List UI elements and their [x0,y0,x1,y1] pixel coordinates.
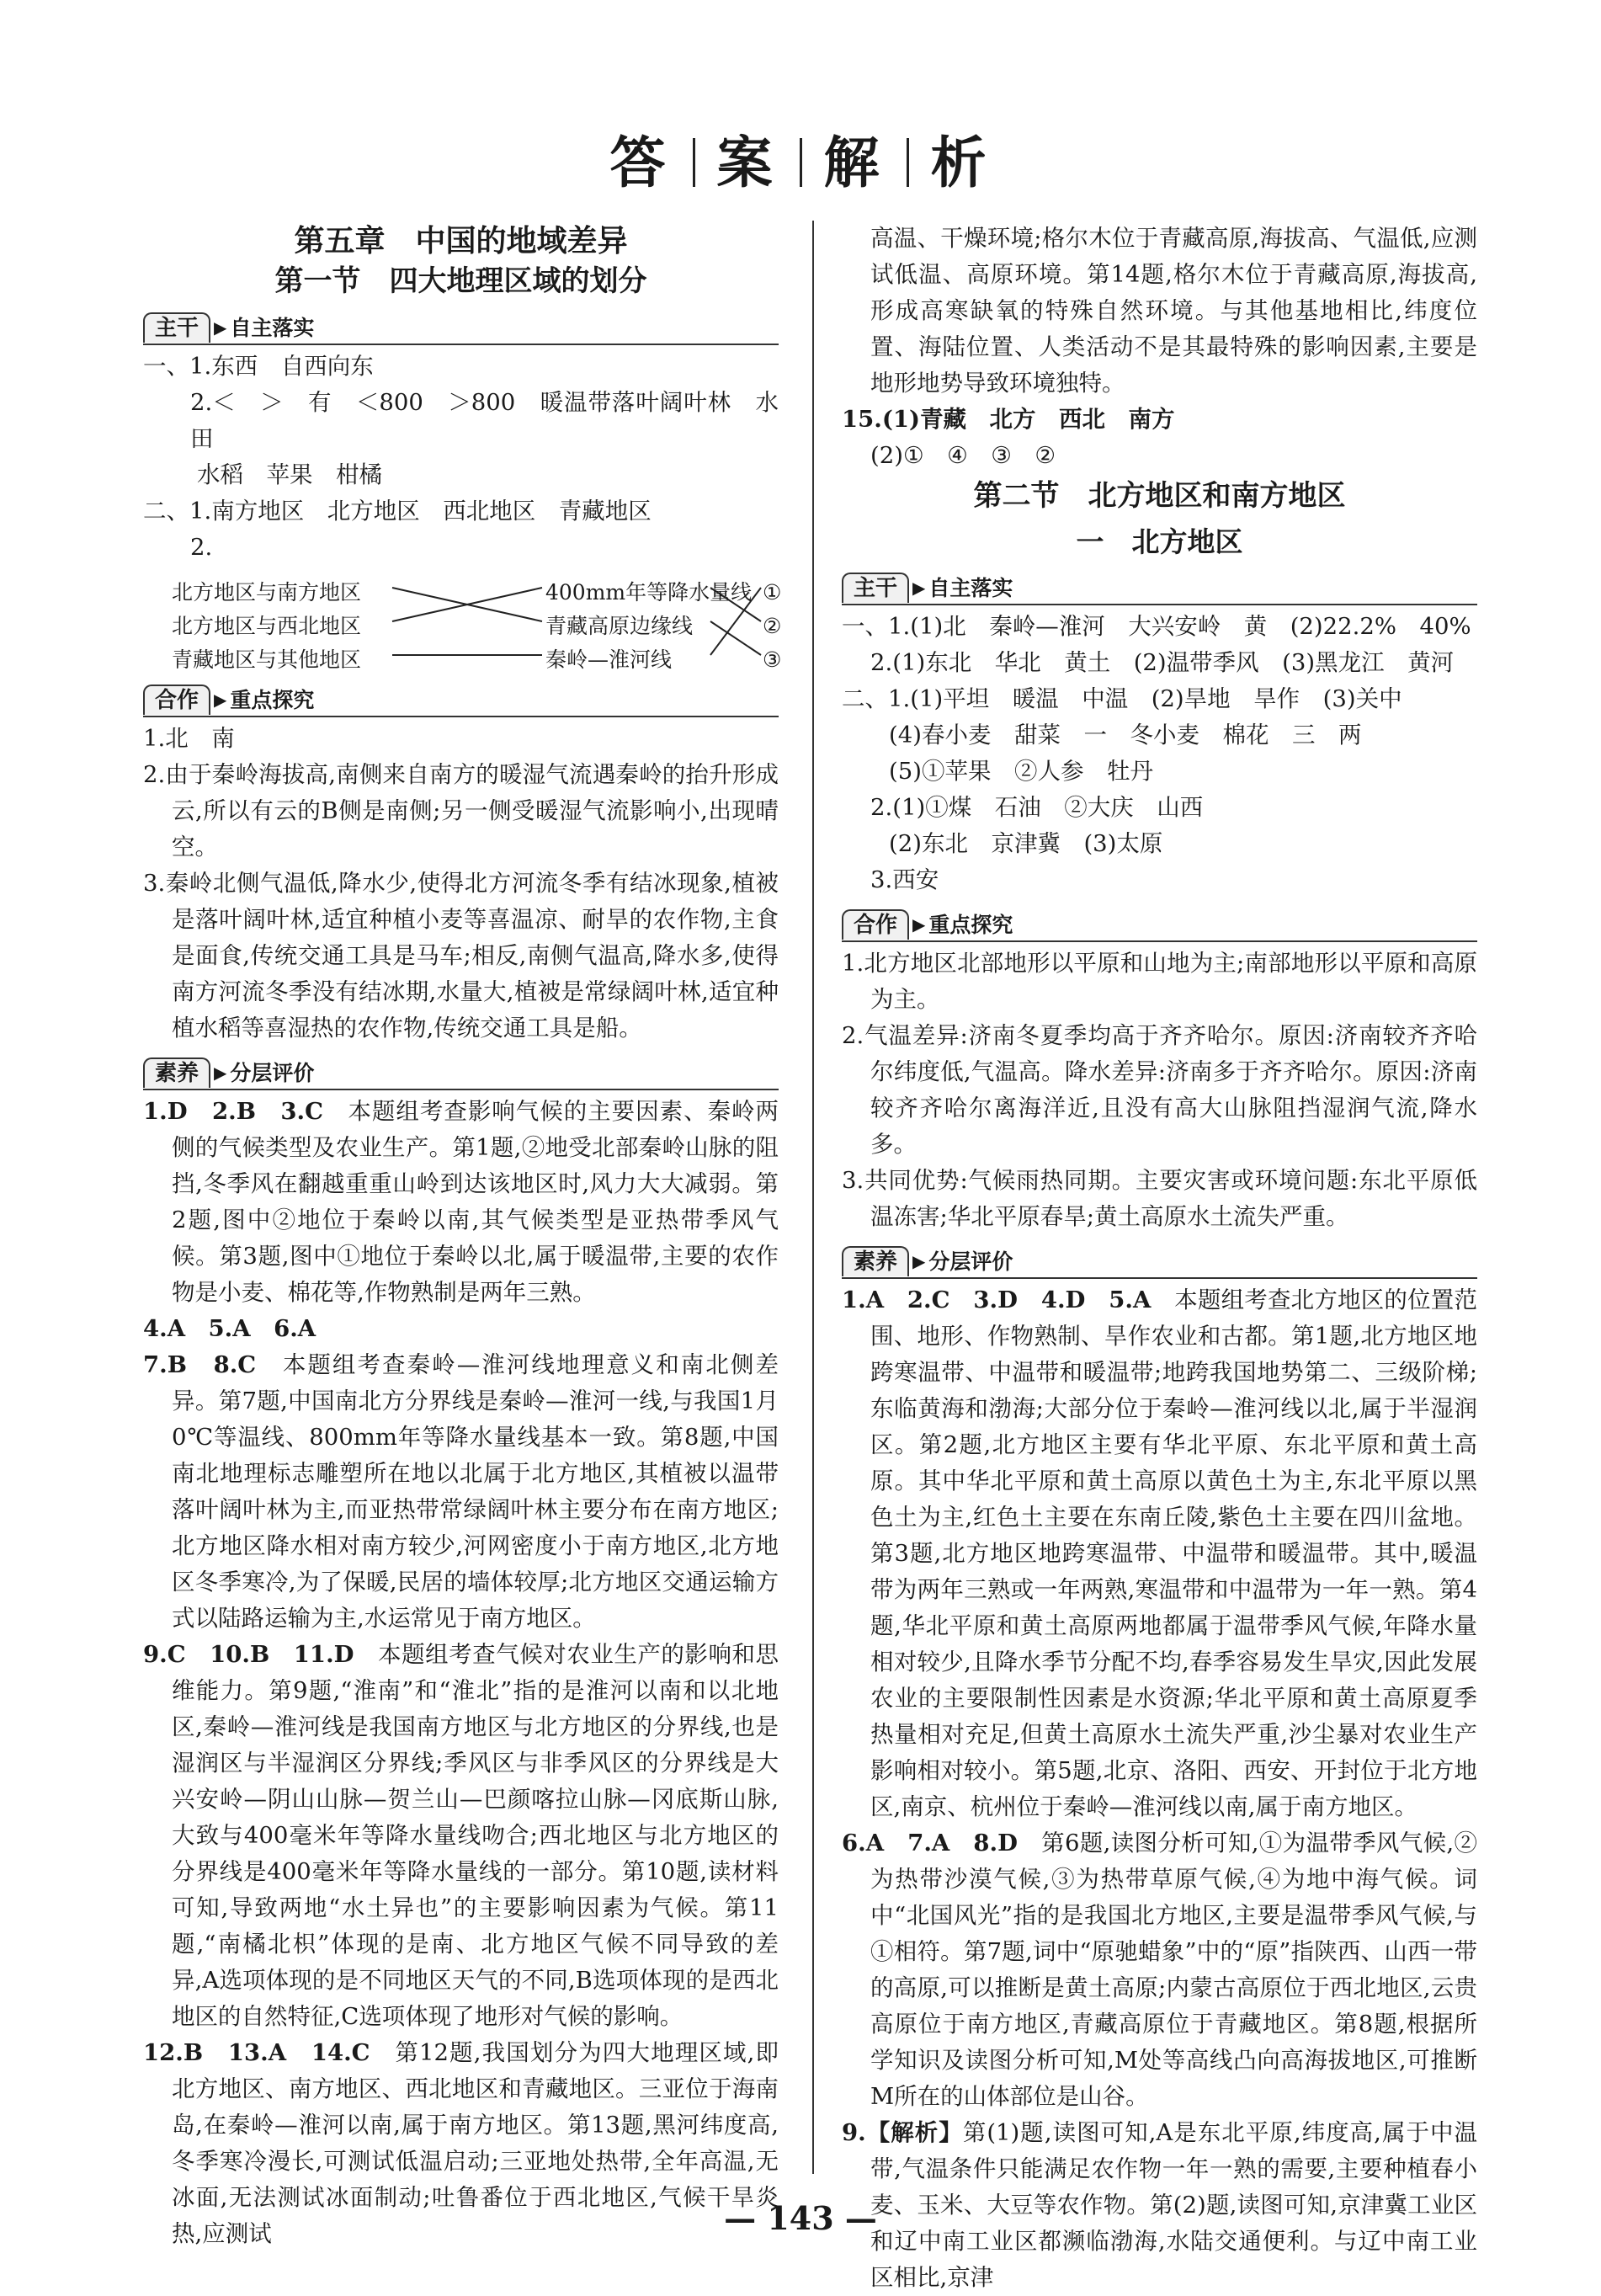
banner-zhugan: 主干 ▶ 自主落实 [143,312,779,344]
eval-item: 4.A 5.A 6.A [143,1315,316,1342]
answer-line: 水稻 苹果 柑橘 [197,461,382,488]
eval-item: 7.B 8.C 本题组考查秦岭—淮河线地理意义和南北侧差异。第7题,中国南北方分界线是秦岭—淮河一线,与我国1月0℃等温线、800mm年等降水量线基本一致。第8题,中国南北地理标志雕塑所在地以北属于北方地区,其植被以温带落叶阔叶林为主,而亚热带常绿阔叶林主要分布在南方地区;北方地区降水相对南方较少,河网密度小于南方地区,北方地区冬季寒冷,为了保暖,民居的墙体较厚;北方地区交通运输方式以陆路运输为主,水运常见于南方地区。 [143,1351,779,1632]
answer-line: (5)①苹果 ②人参 牡丹 [889,758,1153,785]
answer-line: 2. [190,534,213,561]
match-mid-3: 秦岭—淮河线 [545,647,673,672]
item-15-line2: (2)① ④ ③ ② [870,442,1056,469]
subsection-title: 一 北方地区 [1076,525,1243,558]
explore-item: 3.秦岭北侧气温低,降水少,使得北方河流冬季有结冰现象,植被是落叶阔叶林,适宜种植小麦等喜温凉、耐旱的农作物,主食是面食,传统交通工具是马车;相反,南侧气温高,降水多,使得南方河流冬季没有结冰期,水量大,植被是常绿阔叶林,适宜种植水稻等喜湿热的农作物,传统交通工具是船。 [143,870,779,1041]
explore-item: 2.气温差异:济南冬夏季均高于齐齐哈尔。原因:济南较齐齐哈尔纬度低,气温高。降水差异:济南多于齐齐哈尔。原因:济南较齐齐哈尔离海洋近,且没有高大山脉阻挡湿润气流,降水多。 [842,1022,1477,1158]
matching-diagram [172,569,782,674]
banner-zhugan: 主干 ▶ 自主落实 [842,572,1477,604]
match-left-2: 北方地区与西北地区 [172,614,362,638]
match-right-1: ① [763,580,782,605]
answer-line: 二、1.南方地区 北方地区 西北地区 青藏地区 [143,498,652,525]
right-column [842,221,1477,2296]
answer-line: 2.＜ ＞ 有 ＜800 ＞800 暖温带落叶阔叶林 水田 [190,389,779,452]
match-right-2: ② [763,614,782,638]
answer-line: (4)春小麦 甜菜 一 冬小麦 棉花 三 两 [889,722,1362,748]
item-15-line1: 15.(1)青藏 北方 西北 南方 [842,406,1175,433]
explore-item: 1.北方地区北部地形以平原和山地为主;南部地形以平原和高原为主。 [842,950,1477,1013]
column-divider [812,221,814,2174]
banner-hezuo: 合作 ▶ 重点探究 [842,908,1477,940]
answer-line: 2.(1)①煤 石油 ②大庆 山西 [870,794,1204,821]
banner-suyang: 素养 ▶ 分层评价 [143,1057,779,1089]
banner-suyang: 素养 ▶ 分层评价 [842,1245,1477,1277]
eval-item: 9.【解析】第(1)题,读图可知,A是东北平原,纬度高,属于中温带,气温条件只能满足农作物一年一熟的需要,主要种植春小麦、玉米、大豆等农作物。第(2)题,读图可知,京津冀工业区和辽中南工业区都濒临渤海,水陆交通便利。与辽中南工业区相比,京津 [842,2119,1477,2291]
answer-line: 3.西安 [870,866,939,893]
match-left-1: 北方地区与南方地区 [172,580,362,605]
answer-line: 一、1.(1)北 秦岭—淮河 大兴安岭 黄 (2)22.2% 40% [842,613,1471,640]
explore-item: 3.共同优势:气候雨热同期。主要灾害或环境问题:东北平原低温冻害;华北平原春旱;黄土高原水土流失严重。 [842,1167,1477,1230]
match-mid-2: 青藏高原边缘线 [545,614,694,638]
answer-line: 一、1.东西 自西向东 [143,353,374,380]
match-left-3: 青藏地区与其他地区 [172,647,362,672]
page-title: 答 案 解 析 [609,130,992,195]
answer-line: 二、1.(1)平坦 暖温 中温 (2)旱地 旱作 (3)关中 [842,685,1402,712]
explore-item: 1.北 南 [143,725,235,752]
eval-item: 6.A 7.A 8.D 第6题,读图分析可知,①为温带季风气候,②为热带沙漠气候,③为热带草原气候,④为地中海气候。词中“北国风光”指的是我国北方地区,主要是温带季风气候,与①相符。第7题,词中“原驰蜡象”中的“原”指陕西、山西一带的高原,可以推断是黄土高原;内蒙古高原位于西北地区,云贵高原位于南方地区,青藏高原位于青藏地区。第8题,根据所学知识及读图分析可知,M处等高线凸向高海拔地区,可推断M所在的山体部位是山谷。 [842,1830,1477,2110]
left-column [143,221,782,2252]
page-number: — 143 — [724,2199,877,2237]
section-title: 第二节 北方地区和南方地区 [973,479,1346,513]
section-title: 第一节 四大地理区域的划分 [274,264,647,298]
eval-item: 1.A 2.C 3.D 4.D 5.A 本题组考查北方地区的位置范围、地形、作物熟制、旱作农业和古都。第1题,北方地区地跨寒温带、中温带和暖温带;地跨我国地势第二、三级阶梯;东临黄海和渤海;大部分位于秦岭—淮河线以北,属于半湿润区。第2题,北方地区主要有华北平原、东北平原和黄土高原。其中华北平原和黄土高原以黄色土为主,东北平原以黑色土为主,红色土主要在东南丘陵,紫色土主要在四川盆地。第3题,北方地区地跨寒温带、中温带和暖温带。其中,暖温带为两年三熟或一年两熟,寒温带和中温带为一年一熟。第4题,华北平原和黄土高原两地都属于温带季风气候,年降水量相对较少,且降水季节分配不均,春季容易发生旱灾,因此发展农业的主要限制性因素是水资源;华北平原和黄土高原夏季热量相对充足,但黄土高原水土流失严重,沙尘暴对农业生产影响相对较小。第5题,北京、洛阳、西安、开封位于北方地区,南京、杭州位于秦岭—淮河线以南,属于南方地区。 [842,1287,1478,1820]
match-right-3: ③ [763,647,782,672]
eval-item: 9.C 10.B 11.D 本题组考查气候对农业生产的影响和思维能力。第9题,“淮南”和“淮北”指的是淮河以南和以北地区,秦岭—淮河线是我国南方地区与北方地区的分界线,也是湿润区与半湿润区分界线;季风区与非季风区的分界线是大兴安岭—阴山山脉—贺兰山—巴颜喀拉山脉—冈底斯山脉,大致与400毫米年等降水量线吻合;西北地区与北方地区的分界线是400毫米年等降水量线的一部分。第10题,读材料可知,导致两地“水土异也”的主要影响因素为气候。第11题,“南橘北枳”体现的是南、北方地区气候不同导致的差异,A选项体现的是不同地区天气的不同,B选项体现的是西北地区的自然特征,C选项体现了地形对气候的影响。 [143,1641,779,2030]
chapter-title: 第五章 中国的地域差异 [294,223,628,258]
continued-text: 高温、干燥环境;格尔木位于青藏高原,海拔高、气温低,应测试低温、高原环境。第14题,格尔木位于青藏高原,海拔高,形成高寒缺氧的特殊自然环境。与其他基地相比,纬度位置、海陆位置、人类活动不是其最特殊的影响因素,主要是地形地势导致环境独特。 [870,225,1477,397]
match-mid-1: 400mm年等降水量线 [545,580,753,605]
answer-line: 2.(1)东北 华北 黄土 (2)温带季风 (3)黑龙江 黄河 [870,649,1455,676]
banner-hezuo: 合作 ▶ 重点探究 [143,684,779,716]
explore-item: 2.由于秦岭海拔高,南侧来自南方的暖湿气流遇秦岭的抬升形成云,所以有云的B侧是南侧;另一侧受暖湿气流影响小,出现晴空。 [143,761,779,860]
eval-item: 12.B 13.A 14.C 第12题,我国划分为四大地理区域,即北方地区、南方地区、西北地区和青藏地区。三亚位于海南岛,在秦岭—淮河以南,属于南方地区。第13题,黑河纬度高,冬季寒冷漫长,可测试低温启动;三亚地处热带,全年高温,无冰面,无法测试冰面制动;吐鲁番位于西北地区,气候干旱炎热,应测试 [143,2039,779,2247]
answer-line: (2)东北 京津冀 (3)太原 [889,830,1163,857]
eval-item: 1.D 2.B 3.C 本题组考查影响气候的主要因素、秦岭两侧的气候类型及农业生产。第1题,②地受北部秦岭山脉的阻挡,冬季风在翻越重重山岭到达该地区时,风力大大减弱。第2题,图中②地位于秦岭以南,其气候类型是亚热带季风气候。第3题,图中①地位于秦岭以北,属于暖温带,主要的农作物是小麦、棉花等,作物熟制是两年三熟。 [143,1098,779,1306]
